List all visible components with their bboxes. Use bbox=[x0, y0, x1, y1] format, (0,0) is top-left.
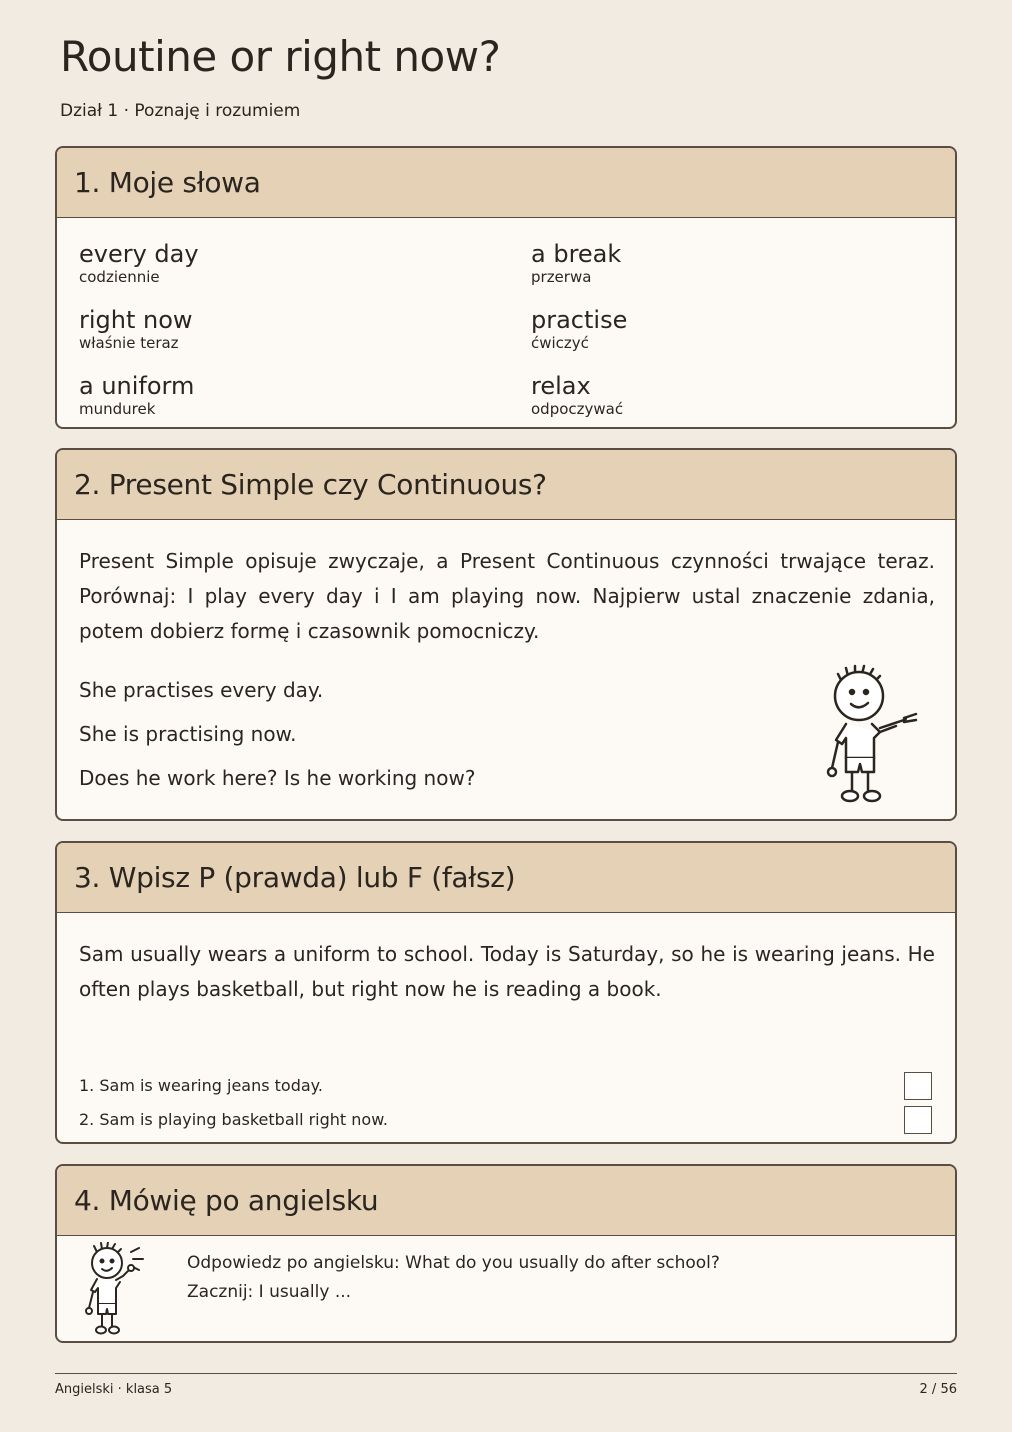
vocab-english: right now bbox=[79, 306, 193, 334]
vocabulary-card-header bbox=[57, 148, 955, 218]
answer-box[interactable] bbox=[904, 1106, 932, 1134]
page-title: Routine or right now? bbox=[60, 32, 501, 81]
vocab-item bbox=[79, 372, 194, 418]
speaking-card-header bbox=[57, 1166, 955, 1236]
speaking-title: 4. Mówię po angielsku bbox=[74, 1184, 379, 1217]
vocab-polish: właśnie teraz bbox=[79, 334, 179, 352]
reading-text: Sam usually wears a uniform to school. Today is Saturday, so he is wearing jeans. He often plays basketball, but right now he is reading a book. bbox=[79, 942, 935, 1001]
vocab-english: practise bbox=[531, 306, 628, 334]
vocab-polish: codziennie bbox=[79, 268, 160, 286]
vocab-item bbox=[79, 240, 199, 286]
vocab-polish: przerwa bbox=[531, 268, 592, 286]
statement-item: 2. Sam is playing basketball right now. bbox=[79, 1110, 388, 1129]
footer-subject: Angielski · klasa 5 bbox=[55, 1382, 173, 1397]
vocabulary-list bbox=[57, 218, 955, 428]
statement-item: 1. Sam is wearing jeans today. bbox=[79, 1076, 323, 1095]
grammar-card bbox=[55, 448, 957, 821]
example-sentence: She practises every day. bbox=[79, 678, 324, 702]
grammar-title: 2. Present Simple czy Continuous? bbox=[74, 468, 547, 501]
grammar-card-header bbox=[57, 450, 955, 520]
vocabulary-title: 1. Moje słowa bbox=[74, 166, 261, 199]
speaking-starter: Zacznij: I usually ... bbox=[187, 1282, 352, 1302]
vocab-english: every day bbox=[79, 240, 199, 268]
vocab-item bbox=[531, 240, 621, 286]
vocab-english: a break bbox=[531, 240, 622, 268]
footer-divider bbox=[55, 1373, 957, 1374]
vocab-english: relax bbox=[531, 372, 591, 400]
page-number: 2 / 56 bbox=[919, 1382, 957, 1397]
vocab-item bbox=[531, 306, 627, 352]
page-subtitle: Dział 1 · Poznaję i rozumiem bbox=[60, 101, 301, 121]
vocab-polish: odpoczywać bbox=[531, 400, 624, 418]
example-sentence: Does he work here? Is he working now? bbox=[79, 766, 476, 790]
grammar-explanation: Present Simple opisuje zwyczaje, a Present Continuous czynności trwające teraz. Porównaj: I play every day i I am playing now. Najpierw ustal znaczenie zdania, potem dobierz formę i czasownik pomocniczy. bbox=[79, 549, 935, 643]
speaking-prompt: Odpowiedz po angielsku: What do you usually do after school? bbox=[187, 1253, 720, 1273]
boy-speaking-icon bbox=[83, 1242, 155, 1338]
true-false-card-header bbox=[57, 843, 955, 913]
boy-pointing-icon bbox=[822, 662, 934, 810]
example-sentence: She is practising now. bbox=[79, 722, 297, 746]
vocab-item bbox=[79, 306, 193, 352]
answer-box[interactable] bbox=[904, 1072, 932, 1100]
vocabulary-card bbox=[55, 146, 957, 429]
true-false-card bbox=[55, 841, 957, 1144]
vocab-polish: ćwiczyć bbox=[531, 334, 589, 352]
true-false-title: 3. Wpisz P (prawda) lub F (fałsz) bbox=[74, 861, 516, 894]
vocab-polish: mundurek bbox=[79, 400, 156, 418]
vocab-english: a uniform bbox=[79, 372, 195, 400]
vocab-item bbox=[531, 372, 623, 418]
speaking-card bbox=[55, 1164, 957, 1343]
